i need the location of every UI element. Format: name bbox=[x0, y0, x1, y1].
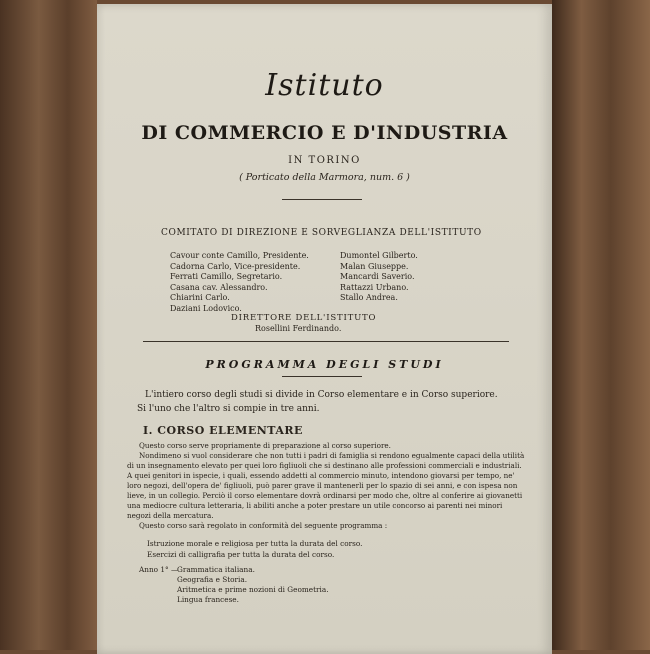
committee-left-column bbox=[170, 251, 309, 314]
committee-right-column bbox=[340, 251, 418, 304]
paragraph: Nondimeno si vuol considerare che non tutti i padri di famiglia si rendono egualmente capaci della utilità di un insegnamento elevato per quei loro figliuoli che si destinano alle professioni commerciali e industriali. A quei genitori in ispecie, i quali, essendo addetti al commercio minuto, intendono giovarsi per tempo, ne' loro negozi, dell'opera de' figliuoli, può parer grave il mantenerli per lo spazio di sei anni, e con ispesa non lieve, in un collegio. Perciò il corso elementare dovrà ordinarsi per modo che, oltre al conferire ai giovanetti una mediocre cultura letteraria, li abiliti anche a poter prestare un utile concorso ai parenti nei minori negozi della mercatura. bbox=[127, 451, 525, 520]
list-item: Geografia e Storia. bbox=[177, 575, 248, 584]
paragraph: Questo corso serve propriamente di preparazione al corso superiore. bbox=[139, 441, 391, 450]
list-item: Esercizi di calligrafia per tutta la durata del corso. bbox=[147, 550, 335, 559]
committee-member: Stallo Andrea. bbox=[340, 293, 398, 302]
table-background-right bbox=[552, 0, 650, 650]
list-item: Istruzione morale e religiosa per tutta la durata del corso. bbox=[147, 539, 363, 548]
committee-member: Cavour conte Camillo, Presidente. bbox=[170, 251, 309, 260]
committee-title: COMITATO DI DIREZIONE E SORVEGLIANZA DELL'ISTITUTO bbox=[161, 228, 482, 238]
committee-member: Mancardi Saverio. bbox=[340, 272, 415, 281]
address-line: ( Porticato della Marmora, num. 6 ) bbox=[239, 172, 410, 183]
intro-line-2: Si l'uno che l'altro si compie in tre anni. bbox=[137, 404, 320, 414]
paragraph: Questo corso sarà regolato in conformità del seguente programma : bbox=[139, 521, 388, 530]
divider bbox=[282, 199, 362, 200]
committee-member: Rattazzi Urbano. bbox=[340, 282, 409, 292]
city-subtitle: IN TORINO bbox=[288, 155, 361, 166]
table-background-left bbox=[0, 0, 97, 650]
main-title: DI COMMERCIO E D'INDUSTRIA bbox=[141, 122, 508, 144]
section-body bbox=[127, 441, 527, 531]
divider bbox=[143, 341, 509, 342]
list-item: Lingua francese. bbox=[177, 595, 239, 604]
section-title: I. CORSO ELEMENTARE bbox=[143, 424, 303, 437]
script-title: Istituto bbox=[265, 68, 384, 103]
programma-heading: PROGRAMMA DEGLI STUDI bbox=[205, 358, 444, 371]
divider bbox=[282, 376, 362, 377]
year-label: Anno 1° — bbox=[139, 565, 179, 574]
director-title: DIRETTORE DELL'ISTITUTO bbox=[231, 313, 377, 323]
committee-member: Daziani Lodovico. bbox=[170, 303, 242, 313]
intro-line-1: L'intiero corso degli studi si divide in Corso elementare e in Corso superiore. bbox=[145, 390, 498, 400]
document-page bbox=[97, 4, 552, 654]
committee-member: Dumontel Gilberto. bbox=[340, 251, 418, 260]
director-name: Rosellini Ferdinando. bbox=[255, 324, 342, 333]
committee-member: Cadorna Carlo, Vice-presidente. bbox=[170, 261, 301, 271]
committee-member: Ferrati Camillo, Segretario. bbox=[170, 272, 283, 281]
list-item: Aritmetica e prime nozioni di Geometria. bbox=[177, 585, 329, 594]
list-item: Grammatica italiana. bbox=[177, 565, 255, 574]
committee-member: Malan Giuseppe. bbox=[340, 261, 409, 271]
committee-member: Casana cav. Alessandro. bbox=[170, 282, 268, 292]
committee-member: Chiarini Carlo. bbox=[170, 293, 230, 302]
